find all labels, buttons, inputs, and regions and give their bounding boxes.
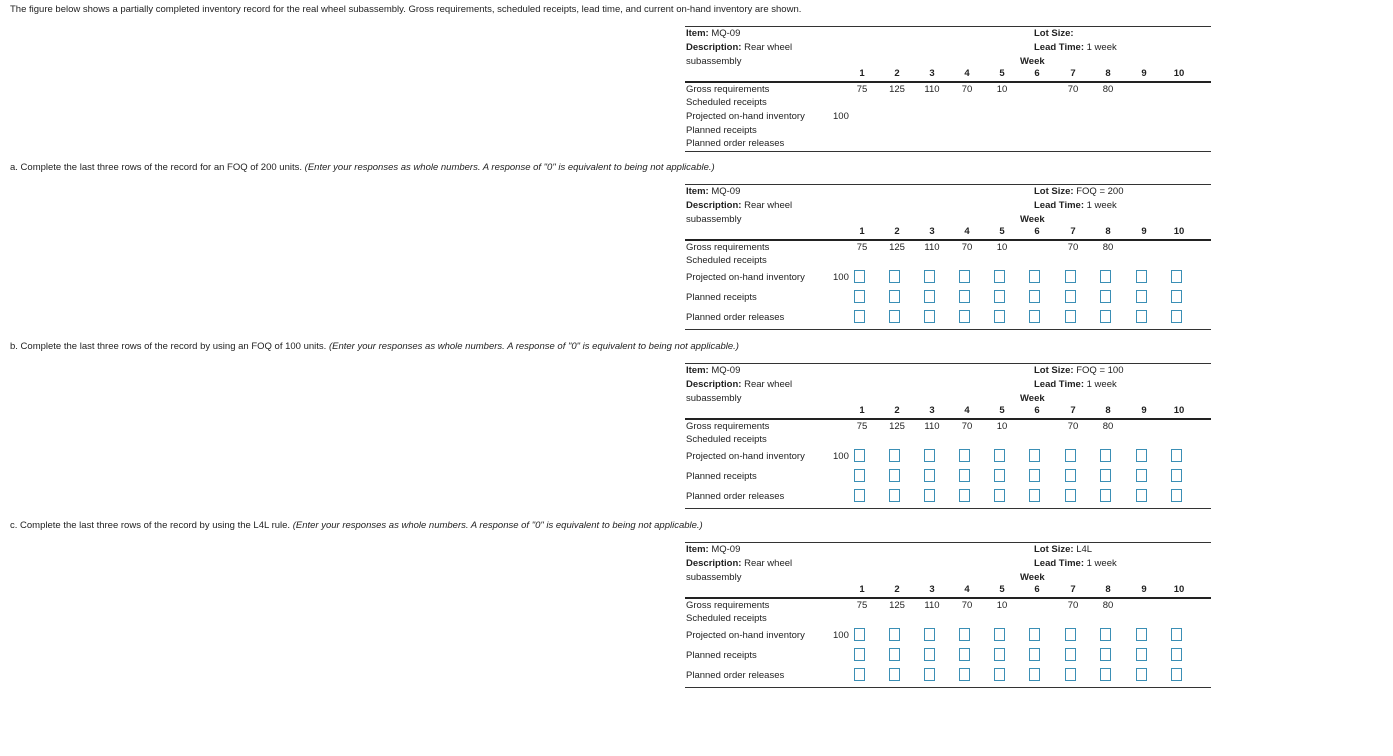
projected-on-hand-input[interactable] <box>1065 628 1076 641</box>
projected-on-hand-input[interactable] <box>994 628 1005 641</box>
projected-on-hand-input[interactable] <box>1100 628 1111 641</box>
row-projected-on-hand: Projected on-hand inventory <box>686 111 805 122</box>
lot-size: Lot Size: FOQ = 200 <box>1034 186 1124 197</box>
gross-value: 80 <box>1102 600 1114 611</box>
row-planned-order-releases: Planned order releases <box>686 491 785 502</box>
week-number: 1 <box>859 584 865 595</box>
week-label: Week <box>1020 572 1045 583</box>
inventory-record-c <box>685 542 1211 688</box>
week-number: 7 <box>1070 584 1076 595</box>
gross-value: 70 <box>1067 84 1079 95</box>
planned-order-release-input[interactable] <box>1136 668 1147 681</box>
gross-value: 75 <box>856 421 868 432</box>
gross-value: 110 <box>924 84 940 95</box>
week-number: 2 <box>894 226 900 237</box>
lot-size: Lot Size: FOQ = 100 <box>1034 365 1124 376</box>
planned-order-release-input[interactable] <box>1100 489 1111 502</box>
week-number: 1 <box>859 405 865 416</box>
question-a-hint: (Enter your responses as whole numbers. A response of "0" is equivalent to being not applicable.) <box>304 162 715 173</box>
planned-receipts-input[interactable] <box>1171 648 1182 661</box>
gross-value: 10 <box>996 242 1008 253</box>
planned-receipts-input[interactable] <box>924 290 935 303</box>
planned-receipts-input[interactable] <box>1100 290 1111 303</box>
item-label: Item: MQ-09 <box>686 28 741 39</box>
planned-receipts-input[interactable] <box>889 290 900 303</box>
planned-order-release-input[interactable] <box>889 668 900 681</box>
week-number: 10 <box>1173 405 1185 416</box>
projected-on-hand-input[interactable] <box>1171 270 1182 283</box>
week-number: 4 <box>964 405 970 416</box>
planned-receipts-input[interactable] <box>854 648 865 661</box>
week-number: 5 <box>999 405 1005 416</box>
planned-order-release-input[interactable] <box>924 668 935 681</box>
planned-receipts-input[interactable] <box>1136 469 1147 482</box>
question-c <box>10 520 703 531</box>
week-number: 2 <box>894 405 900 416</box>
planned-order-release-input[interactable] <box>854 489 865 502</box>
week-number: 10 <box>1173 226 1185 237</box>
planned-order-release-input[interactable] <box>959 310 970 323</box>
row-planned-receipts: Planned receipts <box>686 471 757 482</box>
intro-text: The figure below shows a partially completed inventory record for the real wheel subassembly. Gross requirements, scheduled receipts, lead time, and current on-hand inventory are shown. <box>10 4 802 15</box>
item-label: Item: MQ-09 <box>686 544 741 555</box>
gross-value: 10 <box>996 84 1008 95</box>
week-number: 3 <box>929 584 935 595</box>
row-planned-order-releases: Planned order releases <box>686 312 785 323</box>
projected-on-hand-input[interactable] <box>1136 628 1147 641</box>
row-gross-requirements: Gross requirements <box>686 84 770 95</box>
planned-receipts-input[interactable] <box>994 469 1005 482</box>
lead-time: Lead Time: 1 week <box>1034 379 1117 390</box>
description-value-2: subassembly <box>686 393 742 404</box>
projected-on-hand-input[interactable] <box>959 628 970 641</box>
projected-on-hand-input[interactable] <box>889 270 900 283</box>
row-gross-requirements: Gross requirements <box>686 421 770 432</box>
gross-value: 75 <box>856 600 868 611</box>
gross-value: 10 <box>996 600 1008 611</box>
gross-value: 70 <box>961 421 973 432</box>
planned-order-release-input[interactable] <box>994 668 1005 681</box>
planned-order-release-input[interactable] <box>1029 310 1040 323</box>
planned-receipts-input[interactable] <box>854 469 865 482</box>
question-b <box>10 341 739 352</box>
planned-order-release-input[interactable] <box>1029 668 1040 681</box>
row-scheduled-receipts: Scheduled receipts <box>686 613 767 624</box>
lead-time: Lead Time: 1 week <box>1034 200 1117 211</box>
gross-value: 70 <box>961 600 973 611</box>
week-number: 5 <box>999 584 1005 595</box>
question-c-text: c. Complete the last three rows of the record by using the L4L rule. <box>10 520 291 531</box>
planned-order-release-input[interactable] <box>1136 310 1147 323</box>
projected-on-hand-input[interactable] <box>1136 449 1147 462</box>
row-planned-receipts: Planned receipts <box>686 650 757 661</box>
on-hand-value: 100 <box>833 451 849 462</box>
planned-receipts-input[interactable] <box>1100 648 1111 661</box>
description-label: Description: Rear wheel <box>686 379 793 390</box>
planned-receipts-input[interactable] <box>854 290 865 303</box>
gross-value: 70 <box>1067 242 1079 253</box>
week-number: 9 <box>1141 405 1147 416</box>
week-number: 4 <box>964 226 970 237</box>
gross-value: 110 <box>924 600 940 611</box>
planned-order-release-input[interactable] <box>1065 489 1076 502</box>
row-planned-order-releases: Planned order releases <box>686 138 785 149</box>
planned-receipts-input[interactable] <box>889 648 900 661</box>
lot-size: Lot Size: <box>1034 28 1074 39</box>
gross-value: 70 <box>1067 421 1079 432</box>
week-number: 9 <box>1141 584 1147 595</box>
planned-receipts-input[interactable] <box>1065 469 1076 482</box>
week-number: 1 <box>859 226 865 237</box>
projected-on-hand-input[interactable] <box>1171 449 1182 462</box>
week-number: 6 <box>1034 68 1040 79</box>
planned-receipts-input[interactable] <box>1029 290 1040 303</box>
week-number: 3 <box>929 405 935 416</box>
week-number: 6 <box>1034 584 1040 595</box>
projected-on-hand-input[interactable] <box>1065 449 1076 462</box>
projected-on-hand-input[interactable] <box>889 628 900 641</box>
gross-value: 125 <box>889 84 905 95</box>
planned-receipts-input[interactable] <box>1171 469 1182 482</box>
row-projected-on-hand: Projected on-hand inventory <box>686 451 805 462</box>
planned-receipts-input[interactable] <box>889 469 900 482</box>
question-c-hint: (Enter your responses as whole numbers. A response of "0" is equivalent to being not applicable.) <box>292 520 703 531</box>
week-number: 2 <box>894 584 900 595</box>
description-value-2: subassembly <box>686 214 742 225</box>
planned-order-release-input[interactable] <box>959 489 970 502</box>
planned-order-release-input[interactable] <box>854 310 865 323</box>
planned-order-release-input[interactable] <box>889 489 900 502</box>
question-b-text: b. Complete the last three rows of the record by using an FOQ of 100 units. <box>10 341 327 352</box>
week-number: 6 <box>1034 226 1040 237</box>
planned-order-release-input[interactable] <box>959 668 970 681</box>
planned-receipts-input[interactable] <box>959 290 970 303</box>
planned-receipts-input[interactable] <box>1065 290 1076 303</box>
planned-receipts-input[interactable] <box>924 469 935 482</box>
projected-on-hand-input[interactable] <box>1100 449 1111 462</box>
gross-value: 80 <box>1102 242 1114 253</box>
week-number: 7 <box>1070 405 1076 416</box>
planned-receipts-input[interactable] <box>1029 469 1040 482</box>
gross-value: 125 <box>889 242 905 253</box>
item-label: Item: MQ-09 <box>686 365 741 376</box>
row-planned-receipts: Planned receipts <box>686 292 757 303</box>
planned-receipts-input[interactable] <box>994 290 1005 303</box>
projected-on-hand-input[interactable] <box>1029 270 1040 283</box>
row-projected-on-hand: Projected on-hand inventory <box>686 630 805 641</box>
planned-order-release-input[interactable] <box>994 310 1005 323</box>
week-number: 10 <box>1173 68 1185 79</box>
planned-order-release-input[interactable] <box>1029 489 1040 502</box>
projected-on-hand-input[interactable] <box>1136 270 1147 283</box>
planned-receipts-input[interactable] <box>924 648 935 661</box>
question-a-text: a. Complete the last three rows of the record for an FOQ of 200 units. <box>10 162 303 173</box>
week-number: 1 <box>859 68 865 79</box>
question-a <box>10 162 715 173</box>
week-number: 2 <box>894 68 900 79</box>
row-projected-on-hand: Projected on-hand inventory <box>686 272 805 283</box>
planned-order-release-input[interactable] <box>924 310 935 323</box>
row-scheduled-receipts: Scheduled receipts <box>686 97 767 108</box>
inventory-record-a <box>685 184 1211 330</box>
projected-on-hand-input[interactable] <box>959 270 970 283</box>
planned-receipts-input[interactable] <box>959 469 970 482</box>
question-b-hint: (Enter your responses as whole numbers. A response of "0" is equivalent to being not applicable.) <box>328 341 739 352</box>
planned-order-release-input[interactable] <box>1100 310 1111 323</box>
description-label: Description: Rear wheel <box>686 558 793 569</box>
projected-on-hand-input[interactable] <box>1065 270 1076 283</box>
item-label: Item: MQ-09 <box>686 186 741 197</box>
lead-time: Lead Time: 1 week <box>1034 558 1117 569</box>
week-number: 7 <box>1070 226 1076 237</box>
description-label: Description: Rear wheel <box>686 200 793 211</box>
planned-receipts-input[interactable] <box>1136 290 1147 303</box>
gross-value: 110 <box>924 242 940 253</box>
description-value-2: subassembly <box>686 572 742 583</box>
planned-receipts-input[interactable] <box>1136 648 1147 661</box>
on-hand-value: 100 <box>833 111 849 122</box>
on-hand-value: 100 <box>833 272 849 283</box>
gross-value: 10 <box>996 421 1008 432</box>
gross-value: 80 <box>1102 84 1114 95</box>
row-gross-requirements: Gross requirements <box>686 600 770 611</box>
gross-value: 125 <box>889 600 905 611</box>
planned-order-release-input[interactable] <box>1136 489 1147 502</box>
week-number: 8 <box>1105 68 1111 79</box>
inventory-record-b <box>685 363 1211 509</box>
planned-order-release-input[interactable] <box>889 310 900 323</box>
planned-order-release-input[interactable] <box>924 489 935 502</box>
projected-on-hand-input[interactable] <box>889 449 900 462</box>
row-scheduled-receipts: Scheduled receipts <box>686 255 767 266</box>
week-number: 3 <box>929 226 935 237</box>
week-number: 7 <box>1070 68 1076 79</box>
row-scheduled-receipts: Scheduled receipts <box>686 434 767 445</box>
week-number: 9 <box>1141 226 1147 237</box>
planned-receipts-input[interactable] <box>959 648 970 661</box>
week-number: 8 <box>1105 226 1111 237</box>
week-number: 3 <box>929 68 935 79</box>
week-label: Week <box>1020 214 1045 225</box>
description-label: Description: Rear wheel <box>686 42 793 53</box>
inventory-record-base <box>685 26 1211 152</box>
gross-value: 110 <box>924 421 940 432</box>
projected-on-hand-input[interactable] <box>924 449 935 462</box>
planned-order-release-input[interactable] <box>994 489 1005 502</box>
projected-on-hand-input[interactable] <box>1029 628 1040 641</box>
gross-value: 70 <box>961 84 973 95</box>
gross-value: 75 <box>856 84 868 95</box>
projected-on-hand-input[interactable] <box>1171 628 1182 641</box>
projected-on-hand-input[interactable] <box>994 449 1005 462</box>
projected-on-hand-input[interactable] <box>854 270 865 283</box>
description-value-2: subassembly <box>686 56 742 67</box>
planned-receipts-input[interactable] <box>1171 290 1182 303</box>
planned-order-release-input[interactable] <box>1171 668 1182 681</box>
gross-value: 70 <box>1067 600 1079 611</box>
row-planned-order-releases: Planned order releases <box>686 670 785 681</box>
projected-on-hand-input[interactable] <box>1100 270 1111 283</box>
planned-receipts-input[interactable] <box>1029 648 1040 661</box>
planned-receipts-input[interactable] <box>1065 648 1076 661</box>
week-label: Week <box>1020 393 1045 404</box>
planned-order-release-input[interactable] <box>1065 310 1076 323</box>
week-number: 9 <box>1141 68 1147 79</box>
row-planned-receipts: Planned receipts <box>686 125 757 136</box>
gross-value: 80 <box>1102 421 1114 432</box>
lot-size: Lot Size: L4L <box>1034 544 1093 555</box>
gross-value: 70 <box>961 242 973 253</box>
projected-on-hand-input[interactable] <box>924 628 935 641</box>
projected-on-hand-input[interactable] <box>1029 449 1040 462</box>
projected-on-hand-input[interactable] <box>994 270 1005 283</box>
planned-receipts-input[interactable] <box>994 648 1005 661</box>
gross-value: 75 <box>856 242 868 253</box>
projected-on-hand-input[interactable] <box>854 628 865 641</box>
lead-time: Lead Time: 1 week <box>1034 42 1117 53</box>
planned-order-release-input[interactable] <box>1065 668 1076 681</box>
week-number: 5 <box>999 68 1005 79</box>
planned-order-release-input[interactable] <box>1100 668 1111 681</box>
projected-on-hand-input[interactable] <box>924 270 935 283</box>
week-number: 5 <box>999 226 1005 237</box>
projected-on-hand-input[interactable] <box>854 449 865 462</box>
projected-on-hand-input[interactable] <box>959 449 970 462</box>
gross-value: 125 <box>889 421 905 432</box>
week-number: 6 <box>1034 405 1040 416</box>
planned-order-release-input[interactable] <box>1171 489 1182 502</box>
week-number: 8 <box>1105 405 1111 416</box>
week-number: 4 <box>964 584 970 595</box>
week-number: 4 <box>964 68 970 79</box>
planned-order-release-input[interactable] <box>854 668 865 681</box>
week-label: Week <box>1020 56 1045 67</box>
row-gross-requirements: Gross requirements <box>686 242 770 253</box>
planned-receipts-input[interactable] <box>1100 469 1111 482</box>
week-number: 8 <box>1105 584 1111 595</box>
on-hand-value: 100 <box>833 630 849 641</box>
planned-order-release-input[interactable] <box>1171 310 1182 323</box>
week-number: 10 <box>1173 584 1185 595</box>
